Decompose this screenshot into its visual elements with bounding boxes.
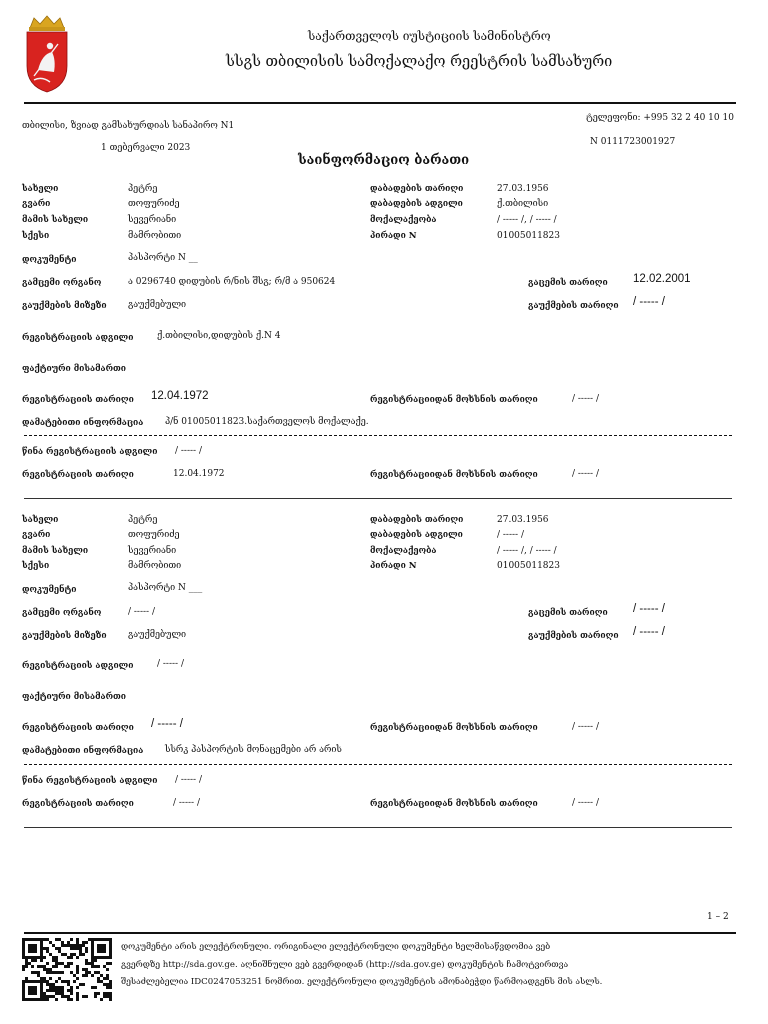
reg-date-value: 12.04.1972 — [151, 390, 209, 402]
prev-dereg-value: / ----- / — [572, 469, 599, 479]
agency-phone: ტელეფონი: +995 32 2 40 10 10 — [586, 113, 734, 123]
dereg-date-value: / ----- / — [572, 722, 599, 732]
citizenship-value: / ----- /, / ----- / — [497, 546, 557, 556]
prev-dereg-value: / ----- / — [572, 798, 599, 808]
record-1-dashed-divider — [24, 435, 732, 436]
issue-date-value: / ----- / — [633, 603, 665, 615]
document-value: პასპორტი N ___ — [128, 583, 203, 593]
record-2-dashed-divider — [24, 764, 732, 765]
extra-info-label: დამატებითი ინფორმაცია — [22, 418, 144, 428]
extra-info-value: სსრკ პასპორტის მონაცემები არ არის — [165, 745, 342, 755]
coat-of-arms-logo — [22, 14, 72, 94]
pob-value: ქ.თბილისი — [497, 199, 549, 209]
header-divider — [24, 102, 736, 104]
cancel-reason-value: გაუქმებული — [128, 300, 187, 310]
reg-date-value: / ----- / — [151, 718, 183, 730]
qr-code — [22, 938, 112, 1002]
cancel-date-value: / ----- / — [633, 626, 665, 638]
pob-label: დაბადების ადგილი — [370, 199, 463, 209]
issue-date-label: გაცემის თარიღი — [528, 608, 608, 618]
record-end-divider — [24, 827, 732, 828]
sex-value: მამრობითი — [128, 231, 182, 241]
prev-reg-date-label: რეგისტრაციის თარიღი — [22, 799, 134, 809]
cancel-reason-label: გაუქმების მიზეზი — [22, 631, 107, 641]
sex-label: სქესი — [22, 561, 50, 571]
prev-reg-date-value: 12.04.1972 — [173, 469, 225, 479]
father-name-label: მამის სახელი — [22, 215, 89, 225]
personal-id-label: პირადი N — [370, 231, 417, 241]
surname-value: თოფურიძე — [128, 199, 180, 209]
prev-place-value: / ----- / — [175, 775, 202, 785]
reg-place-value: / ----- / — [157, 659, 184, 669]
extra-info-value: პ/ნ 01005011823.საქართველოს მოქალაქე. — [165, 417, 369, 427]
dob-label: დაბადების თარიღი — [370, 184, 464, 194]
document-value: პასპორტი N __ — [128, 253, 198, 263]
dereg-date-label: რეგისტრაციიდან მოხსნის თარიღი — [370, 723, 538, 733]
name-label: სახელი — [22, 184, 59, 194]
prev-reg-date-value: / ----- / — [173, 798, 200, 808]
dob-value: 27.03.1956 — [497, 184, 549, 194]
prev-place-label: წინა რეგისტრაციის ადგილი — [22, 447, 158, 457]
personal-id-value: 01005011823 — [497, 231, 560, 241]
citizenship-label: მოქალაქეობა — [370, 546, 437, 556]
prev-dereg-label: რეგისტრაციიდან მოხსნის თარიღი — [370, 470, 538, 480]
citizenship-value: / ----- /, / ----- / — [497, 215, 557, 225]
footer-divider — [24, 932, 736, 934]
issue-date-label: გაცემის თარიღი — [528, 278, 608, 288]
reg-place-label: რეგისტრაციის ადგილი — [22, 333, 134, 343]
actual-address-label: ფაქტიური მისამართი — [22, 692, 127, 702]
personal-id-label: პირადი N — [370, 561, 417, 571]
footer-line-2: გვერდზე http://sda.gov.ge. აღნიშნული ვებ გვერდიდან (http://sda.gov.ge) დოკუმენტის ჩამოტვირთვა — [121, 960, 569, 970]
agency-address: თბილისი, ზვიად გამსახურდიას სანაპირო N1 — [22, 121, 235, 131]
personal-id-value: 01005011823 — [497, 561, 560, 571]
reg-place-label: რეგისტრაციის ადგილი — [22, 661, 134, 671]
cancel-date-label: გაუქმების თარიღი — [528, 631, 619, 641]
issuer-label: გამცემი ორგანო — [22, 608, 102, 618]
cancel-reason-value: გაუქმებული — [128, 630, 187, 640]
page-number: 1 – 2 — [707, 912, 729, 922]
surname-label: გვარი — [22, 199, 51, 209]
agency-name: სსგს თბილისის სამოქალაქო რეესტრის სამსახური — [226, 54, 613, 70]
extra-info-label: დამატებითი ინფორმაცია — [22, 746, 144, 756]
dereg-date-value: / ----- / — [572, 394, 599, 404]
prev-dereg-label: რეგისტრაციიდან მოხსნის თარიღი — [370, 799, 538, 809]
issue-date-value: 12.02.2001 — [633, 273, 691, 285]
document-number: N 0111723001927 — [590, 137, 676, 147]
surname-label: გვარი — [22, 530, 51, 540]
father-name-value: სევერიანი — [128, 215, 177, 225]
prev-place-value: / ----- / — [175, 446, 202, 456]
cancel-date-label: გაუქმების თარიღი — [528, 301, 619, 311]
dob-label: დაბადების თარიღი — [370, 515, 464, 525]
name-value: პეტრე — [128, 515, 158, 525]
prev-place-label: წინა რეგისტრაციის ადგილი — [22, 776, 158, 786]
father-name-label: მამის სახელი — [22, 546, 89, 556]
prev-reg-date-label: რეგისტრაციის თარიღი — [22, 470, 134, 480]
surname-value: თოფურიძე — [128, 530, 180, 540]
issuer-value: / ----- / — [128, 607, 155, 617]
father-name-value: სევერიანი — [128, 546, 177, 556]
name-value: პეტრე — [128, 184, 158, 194]
issue-date: 1 თებერვალი 2023 — [101, 143, 191, 153]
name-label: სახელი — [22, 515, 59, 525]
reg-date-label: რეგისტრაციის თარიღი — [22, 395, 134, 405]
document-label: დოკუმენტი — [22, 255, 77, 265]
actual-address-label: ფაქტიური მისამართი — [22, 364, 127, 374]
footer-line-1: დოკუმენტი არის ელექტრონული. ორიგინალი ელექტრონული დოკუმენტი ხელმისაწვდომია ვებ — [121, 942, 551, 952]
issuer-label: გამცემი ორგანო — [22, 278, 102, 288]
ministry-name: საქართველოს იუსტიციის სამინისტრო — [308, 29, 551, 43]
record-divider — [24, 498, 732, 499]
page-title: საინფორმაციო ბარათი — [298, 153, 470, 168]
cancel-date-value: / ----- / — [633, 296, 665, 308]
reg-place-value: ქ.თბილისი,დიდუბის ქ.N 4 — [157, 331, 281, 341]
issuer-value: ა 0296740 დიდუბის რ/ნის შსგ; რ/მ ა 950624 — [128, 277, 336, 287]
sex-value: მამრობითი — [128, 561, 182, 571]
pob-value: / ----- / — [497, 530, 524, 540]
reg-date-label: რეგისტრაციის თარიღი — [22, 723, 134, 733]
dereg-date-label: რეგისტრაციიდან მოხსნის თარიღი — [370, 395, 538, 405]
footer-line-3: შესაძლებელია IDC0247053251 ნომრით. ელექტრონული დოკუმენტის ამონაბეჭდი წარმოადგენს მის ასლს. — [121, 977, 603, 987]
cancel-reason-label: გაუქმების მიზეზი — [22, 301, 107, 311]
document-label: დოკუმენტი — [22, 585, 77, 595]
dob-value: 27.03.1956 — [497, 515, 549, 525]
pob-label: დაბადების ადგილი — [370, 530, 463, 540]
sex-label: სქესი — [22, 231, 50, 241]
citizenship-label: მოქალაქეობა — [370, 215, 437, 225]
